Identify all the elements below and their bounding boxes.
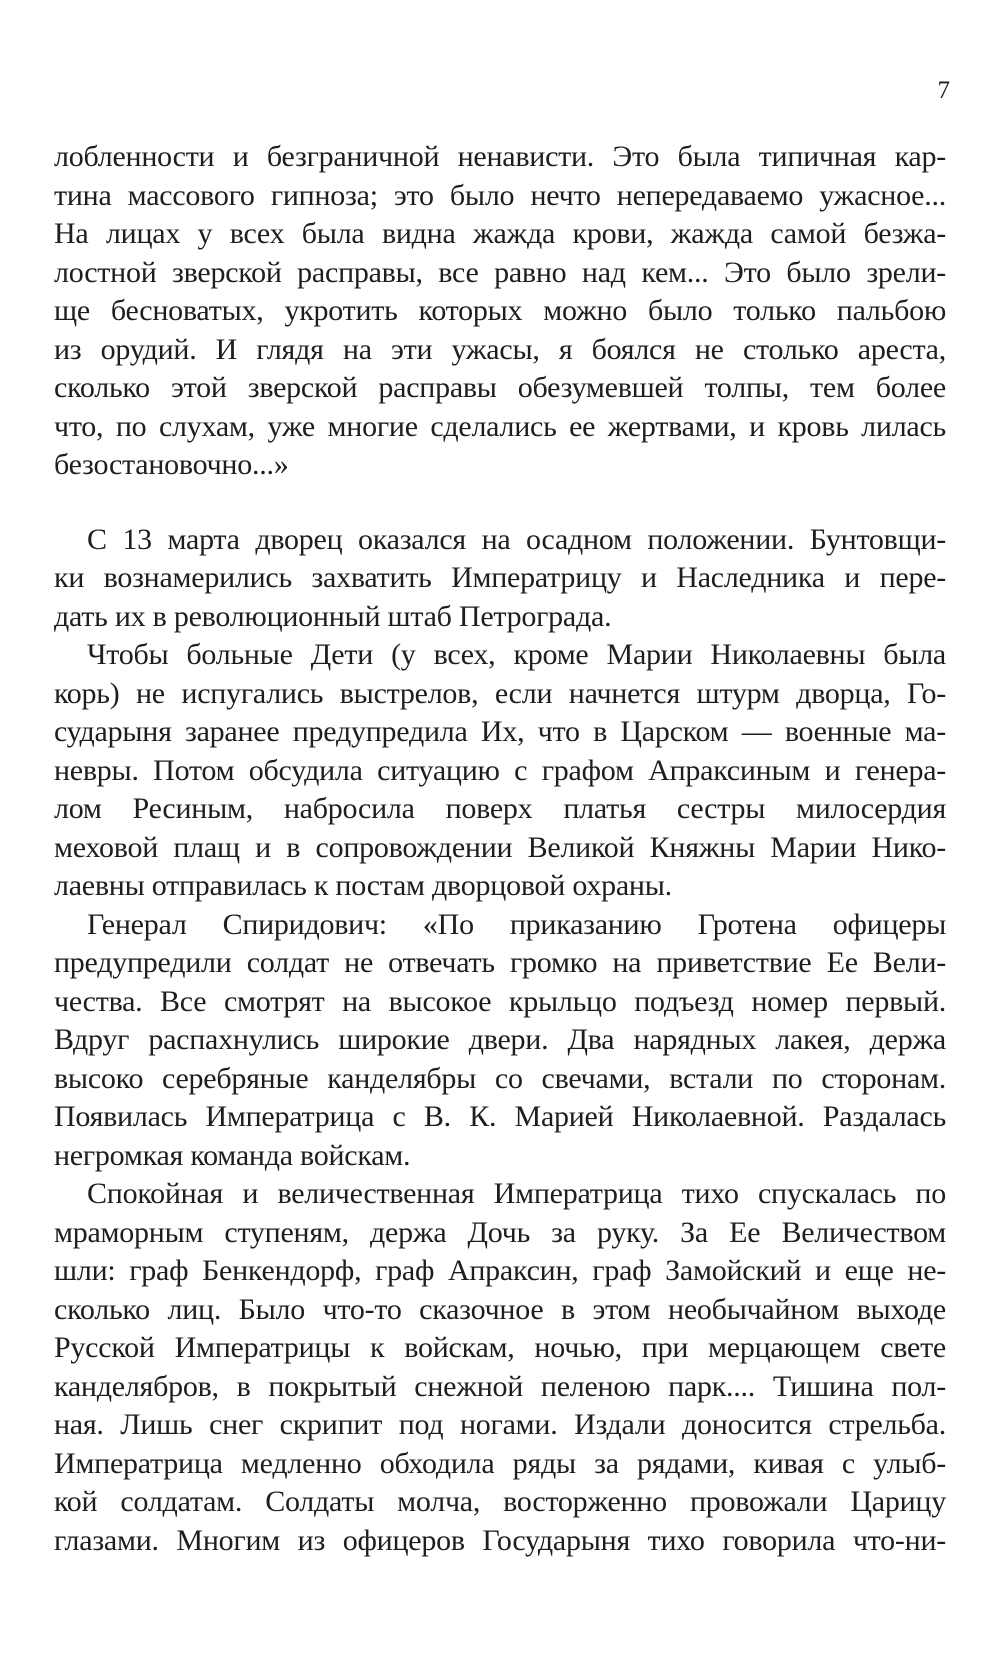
text-line: предупредили солдат не отвечать громко на приветствие Ее Вели-: [54, 946, 946, 979]
text-line: ки вознамерились захватить Императрицу и Наследника и пере-: [54, 561, 946, 594]
text-line: безостановочно...»: [54, 448, 289, 481]
text-line: С 13 марта дворец оказался на осадном положении. Бунтовщи-: [87, 522, 946, 556]
text-line: мраморным ступеням, держа Дочь за руку. За Ее Величеством: [54, 1215, 946, 1249]
paragraph-empress-procession: [54, 1175, 946, 1560]
text-line: Появилась Императрица с В. К. Марией Николаевной. Раздалась: [54, 1100, 946, 1133]
text-line: лостной зверской расправы, все равно над кем... Это было зрели-: [54, 255, 946, 289]
text-line: из орудий. И глядя на эти ужасы, я боялся не столько ареста,: [54, 332, 946, 366]
page-number: 7: [937, 77, 950, 104]
text-line: высоко серебряные канделябры со свечами, встали по сторонам.: [54, 1061, 946, 1095]
text-line: тина массового гипноза; это было нечто непередаваемо ужасное...: [54, 178, 946, 212]
text-line: шли: граф Бенкендорф, граф Апраксин, граф Замойский и еще не-: [54, 1254, 946, 1287]
paragraph-children: [54, 636, 946, 906]
text-line: глазами. Многим из офицеров Государыня тихо говорила что-ни-: [54, 1523, 946, 1557]
text-line: что, по слухам, уже многие сделались ее жертвами, и кровь лилась: [54, 409, 946, 443]
text-line: ная. Лишь снег скрипит под ногами. Издали доносится стрельба.: [54, 1408, 946, 1441]
text-line: лобленности и безграничной ненависти. Это была типичная кар-: [54, 140, 946, 173]
text-line: канделябров, в покрытый снежной пеленою парк.... Тишина пол-: [54, 1369, 946, 1403]
text-line: ще бесноватых, укротить которых можно было только пальбою: [54, 294, 946, 327]
text-line: дать их в революционный штаб Петрограда.: [54, 599, 612, 633]
text-line: корь) не испугались выстрелов, если начнется штурм дворца, Го-: [54, 676, 946, 710]
text-line: сколько этой зверской расправы обезумевшей толпы, тем более: [54, 371, 946, 404]
text-line: негромкая команда войскам.: [54, 1138, 411, 1172]
text-line: меховой плащ и в сопровождении Великой Княжны Марии Нико-: [54, 830, 946, 864]
text-line: кой солдатам. Солдаты молча, восторженно провожали Царицу: [54, 1485, 946, 1518]
text-line: Русской Императрицы к войскам, ночью, при мерцающем свете: [54, 1331, 946, 1364]
body-text: [54, 138, 946, 1560]
text-line: На лицах у всех была видна жажда крови, жажда самой безжа-: [54, 217, 946, 250]
text-line: Вдруг распахнулись широкие двери. Два нарядных лакея, держа: [54, 1023, 946, 1056]
text-line: лаевны отправилась к постам дворцовой охраны.: [54, 869, 672, 902]
text-line: Императрица медленно обходила ряды за рядами, кивая с улыб-: [54, 1446, 946, 1480]
text-line: сколько лиц. Было что-то сказочное в этом необычайном выходе: [54, 1292, 946, 1326]
text-line: сударыня заранее предупредила Их, что в Царском — военные ма-: [54, 715, 946, 748]
text-line: чества. Все смотрят на высокое крыльцо подъезд номер первый.: [54, 984, 946, 1018]
text-line: лом Ресиным, набросила поверх платья сестры милосердия: [54, 792, 946, 825]
paragraph-siege: [54, 521, 946, 637]
text-line: невры. Потом обсудила ситуацию с графом Апраксиным и генера-: [54, 753, 946, 787]
text-line: Генерал Спиридович: «По приказанию Гротена офицеры: [87, 907, 946, 941]
paragraph-spiridovich-quote: [54, 906, 946, 1176]
section-break: [54, 485, 946, 521]
text-line: Чтобы больные Дети (у всех, кроме Марии Николаевны была: [87, 638, 946, 671]
text-line: Спокойная и величественная Императрица тихо спускалась по: [87, 1177, 946, 1210]
paragraph-quote-continuation: [54, 138, 946, 485]
